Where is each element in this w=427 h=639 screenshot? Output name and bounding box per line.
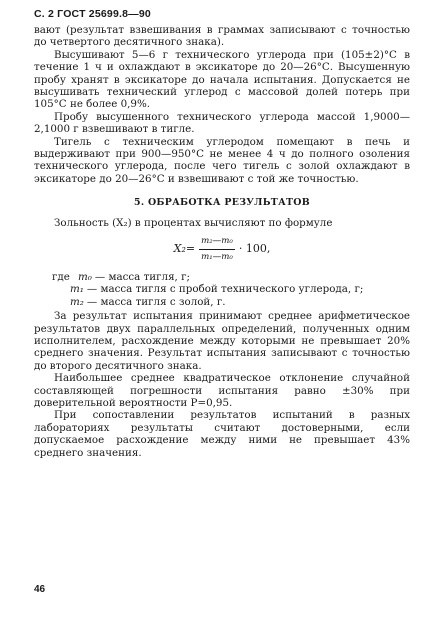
definition-text: — масса тигля с пробой технического углерода, г; bbox=[86, 283, 364, 296]
formula-fraction bbox=[199, 235, 235, 263]
definition-text: — масса тигля с золой, г. bbox=[86, 295, 226, 308]
definition-var: m₀ bbox=[78, 270, 92, 283]
paragraph-reproducibility: При сопоставлении результатов испытаний в разных лабораториях результаты считают достоверными, если допускаемое расхождение между ними не превышает 43% среднего значения. bbox=[34, 409, 410, 459]
document-body bbox=[34, 24, 410, 459]
definition-var: m₁ bbox=[70, 283, 84, 296]
paragraph-deviation: Наибольшее среднее квадратическое отклонение случайной составляющей погрешности испытания равно ±30% при доверительной вероятности P=0,95. bbox=[34, 372, 410, 409]
definition-text: — масса тигля, г; bbox=[94, 270, 190, 283]
paragraph-drying: Высушивают 5—6 г технического углерода при (105±2)°С в течение 1 ч и охлаждают в эксикаторе до 20—26°С. Высушенную пробу хранят в эксикаторе до начала испытания. Допускается не высушивать технический углерод с массовой долей потерь при 105°С не более 0,9%. bbox=[34, 48, 410, 111]
formula-intro: Зольность (X₂) в процентах вычисляют по формуле bbox=[54, 216, 333, 229]
page-header: С. 2 ГОСТ 25699.8—90 bbox=[34, 8, 151, 20]
paragraph-result: За результат испытания принимают среднее арифметическое результатов двух параллельных определений, полученных одним исполнителем, расхождение между которыми не превышает 20% среднего значения. Результат испытания записывают с точностью до второго десятичного знака. bbox=[34, 310, 410, 372]
ash-content-formula bbox=[34, 235, 410, 263]
formula-denominator: m₁—m₀ bbox=[201, 251, 233, 262]
definition-row bbox=[34, 271, 410, 283]
definition-var: m₂ bbox=[70, 295, 84, 308]
formula-tail: · 100, bbox=[238, 241, 271, 255]
paragraph-ashing: Тигель с техническим углеродом помещают в печь и выдерживают при 900—950°С не менее 4 ч до полного озоления технического углерода, после чего тигель с золой охлаждают в эксикаторе до 20—26°С и взвешивают с той же точностью. bbox=[34, 135, 410, 185]
paragraph-continued: вают (результат взвешивания в граммах записывают с точностью до четвертого десятичного знака). bbox=[34, 24, 410, 49]
section-title: 5. ОБРАБОТКА РЕЗУЛЬТАТОВ bbox=[134, 197, 310, 209]
definition-row bbox=[34, 296, 410, 308]
page-number: 46 bbox=[34, 584, 46, 595]
formula-lhs: X₂= bbox=[173, 241, 196, 255]
formula-definitions bbox=[34, 271, 410, 308]
definition-lead: где bbox=[52, 270, 70, 283]
definition-row bbox=[34, 283, 410, 295]
formula-numerator: m₂—m₀ bbox=[199, 235, 235, 249]
paragraph-sample-mass: Пробу высушенного технического углерода массой 1,9000—2,1000 г взвешивают в тигле. bbox=[34, 110, 410, 136]
